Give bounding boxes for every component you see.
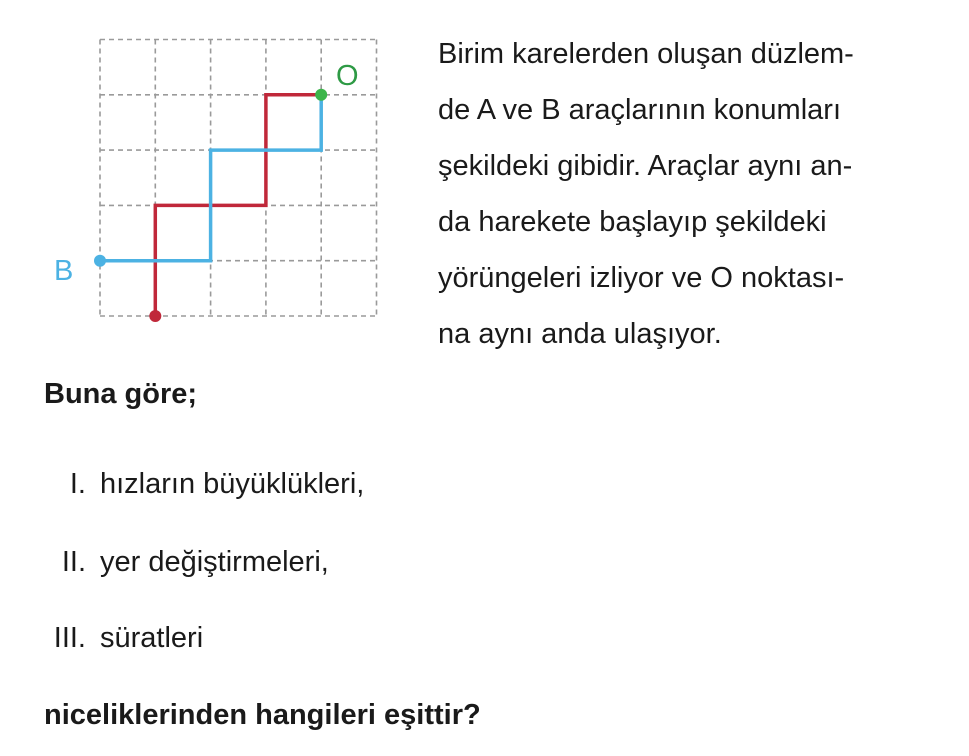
item-text: yer değiştirmeleri, — [100, 546, 329, 578]
item-number: II. — [61, 546, 86, 578]
question-text: niceliklerinden hangileri eşittir? — [44, 699, 481, 731]
item-text: hızların büyüklükleri, — [100, 468, 365, 500]
vehicle-a-path — [155, 95, 321, 316]
paragraph-line: yörüngeleri izliyor ve O noktası- — [438, 262, 845, 294]
vehicle-b-path — [100, 95, 321, 261]
prompt-text: Buna göre; — [44, 378, 198, 410]
item-text: süratleri — [100, 622, 204, 654]
paragraph-line: Birim karelerden oluşan düzlem- — [438, 38, 854, 70]
paragraph-line: da harekete başlayıp şekildeki — [438, 206, 827, 238]
list-item — [69, 468, 365, 501]
problem-paragraph — [438, 26, 958, 362]
label-o: O — [336, 60, 359, 92]
list-item — [53, 622, 204, 655]
paragraph-line: de A ve B araçlarının konumları — [438, 94, 841, 126]
vehicle-b-start-point — [94, 255, 106, 267]
item-number: III. — [53, 622, 86, 654]
paragraph-line: şekildeki gibidir. Araçlar aynı an- — [438, 150, 853, 182]
point-o-marker — [315, 89, 327, 101]
vehicle-a-start-point — [149, 310, 161, 322]
paragraph-line: na aynı anda ulaşıyor. — [438, 318, 722, 350]
item-number: I. — [69, 468, 86, 500]
grid-figure — [0, 0, 400, 340]
label-b: B — [54, 255, 74, 287]
list-item — [61, 546, 329, 579]
